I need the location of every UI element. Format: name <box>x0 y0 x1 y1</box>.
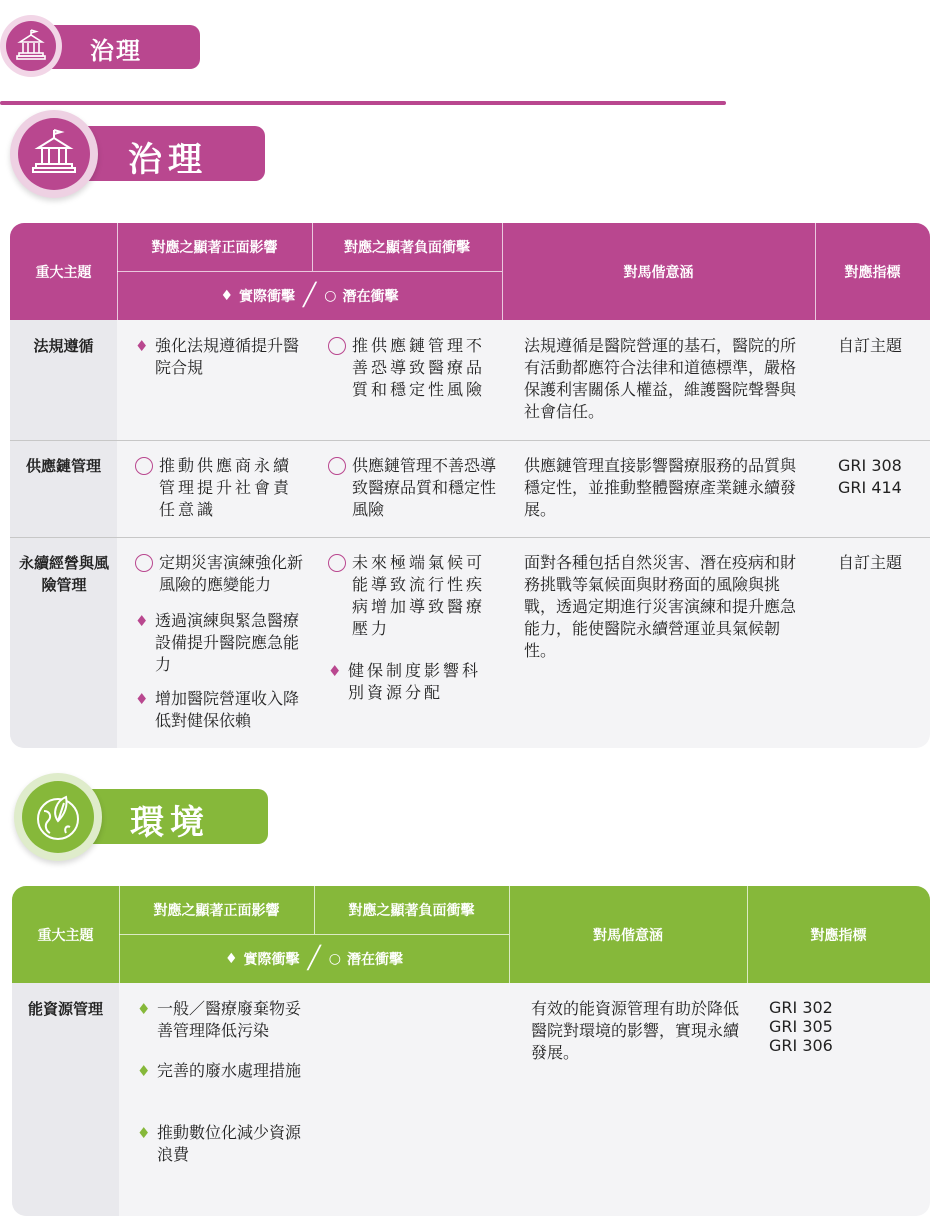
circle-icon: ○ <box>328 950 342 967</box>
header-legend <box>117 271 502 320</box>
indicator-text: 自訂主題 <box>838 553 903 572</box>
governance-table <box>10 223 930 748</box>
list-item: 供應鏈管理不善恐導致醫療品質和穩定性風險 <box>328 455 498 521</box>
meaning-text: 面對各種包括自然災害、潛在疫病和財務挑戰等氣候面與財務面的風險與挑戰，透過定期進行災害演練和提升應急能力，能使醫院永續營運並具氣候韌性。 <box>524 553 797 660</box>
legend-actual: 實際衝擊 <box>239 288 296 305</box>
diamond-icon: ♦ <box>328 662 345 680</box>
meaning-text: 法規遵循是醫院營運的基石，醫院的所有活動都應符合法律和道德標準，嚴格保護利害關係人權益，維護醫院聲譽與社會信任。 <box>524 336 797 421</box>
diamond-icon: ♦ <box>135 337 149 355</box>
circle-icon: ○ <box>324 287 337 304</box>
circle-icon <box>328 457 346 475</box>
diamond-icon: ♦ <box>224 950 238 967</box>
topic-column <box>10 320 117 748</box>
list-item: ♦ 增加醫院營運收入降低對健保依賴 <box>135 689 300 730</box>
diamond-icon: ♦ <box>137 1000 151 1018</box>
legend-potential: 潛在衝擊 <box>347 951 404 968</box>
header-indicator: 對應指標 <box>815 223 930 320</box>
environment-title: 環境 <box>130 803 210 843</box>
indicator-text: 自訂主題 <box>838 336 903 355</box>
diamond-icon: ♦ <box>135 690 149 708</box>
list-item: ♦ 推動數位化減少資源浪費 <box>137 1123 302 1164</box>
header-legend <box>119 934 509 983</box>
list-item: 推供應鏈管理不善恐導致醫療品質和穩定性風險 <box>328 335 498 401</box>
row-topic: 能資源管理 <box>27 1000 103 1018</box>
meaning-text: 有效的能資源管理有助於降低醫院對環境的影響，實現永續發展。 <box>531 999 740 1062</box>
small-section-title: 治理 <box>90 37 142 65</box>
slash-divider: ╱ <box>307 946 321 971</box>
list-item: 推動供應商永續管理提升社會責任意識 <box>135 455 307 521</box>
diamond-icon: ♦ <box>135 612 149 630</box>
row-topic: 法規遵循 <box>33 337 94 355</box>
circle-icon <box>135 457 153 475</box>
government-building-icon <box>6 21 56 71</box>
list-item: ♦ 完善的廢水處理措施 <box>137 1061 302 1080</box>
list-item: ♦ 健保制度影響科別資源分配 <box>328 661 482 702</box>
environment-table <box>12 886 930 1216</box>
small-section-banner <box>40 25 200 69</box>
legend-potential: 潛在衝擊 <box>342 288 399 305</box>
circle-icon <box>328 554 346 572</box>
header-indicator: 對應指標 <box>747 886 930 983</box>
legend-actual: 實際衝擊 <box>243 951 300 968</box>
diamond-icon: ♦ <box>137 1124 151 1142</box>
globe-leaf-icon <box>22 781 94 853</box>
list-item: ♦ 透過演練與緊急醫療設備提升醫院應急能力 <box>135 611 300 674</box>
header-positive: 對應之顯著正面影響 <box>119 886 314 934</box>
header-meaning: 對馬偕意涵 <box>502 223 815 320</box>
list-item: 定期災害演練強化新風險的應變能力 <box>135 552 307 596</box>
diamond-icon: ♦ <box>137 1062 151 1080</box>
header-negative: 對應之顯著負面衝擊 <box>314 886 509 934</box>
header-topic: 重大主題 <box>12 886 119 983</box>
governance-title: 治理 <box>128 140 208 180</box>
indicator-text: GRI 308 GRI 414 <box>838 456 902 497</box>
header-positive: 對應之顯著正面影響 <box>117 223 312 271</box>
list-item: ♦ 一般／醫療廢棄物妥善管理降低污染 <box>137 999 302 1040</box>
header-meaning: 對馬偕意涵 <box>509 886 747 983</box>
slash-divider: ╱ <box>303 283 317 308</box>
section-divider <box>0 101 726 105</box>
list-item: ♦ 強化法規遵循提升醫院合規 <box>135 336 300 377</box>
circle-icon <box>328 337 346 355</box>
row-topic: 供應鏈管理 <box>25 457 101 475</box>
row-topic: 永續經營與風險管理 <box>18 554 109 594</box>
header-negative: 對應之顯著負面衝擊 <box>312 223 502 271</box>
list-item: 未來極端氣候可能導致流行性疾病增加導致醫療壓力 <box>328 552 498 640</box>
circle-icon <box>135 554 153 572</box>
diamond-icon: ♦ <box>220 287 234 304</box>
indicator-text: GRI 302 GRI 305 GRI 306 <box>769 998 833 1055</box>
government-building-icon <box>18 118 90 190</box>
header-topic: 重大主題 <box>10 223 117 320</box>
meaning-text: 供應鏈管理直接影響醫療服務的品質與穩定性，並推動整體醫療產業鏈永續發展。 <box>524 456 797 519</box>
